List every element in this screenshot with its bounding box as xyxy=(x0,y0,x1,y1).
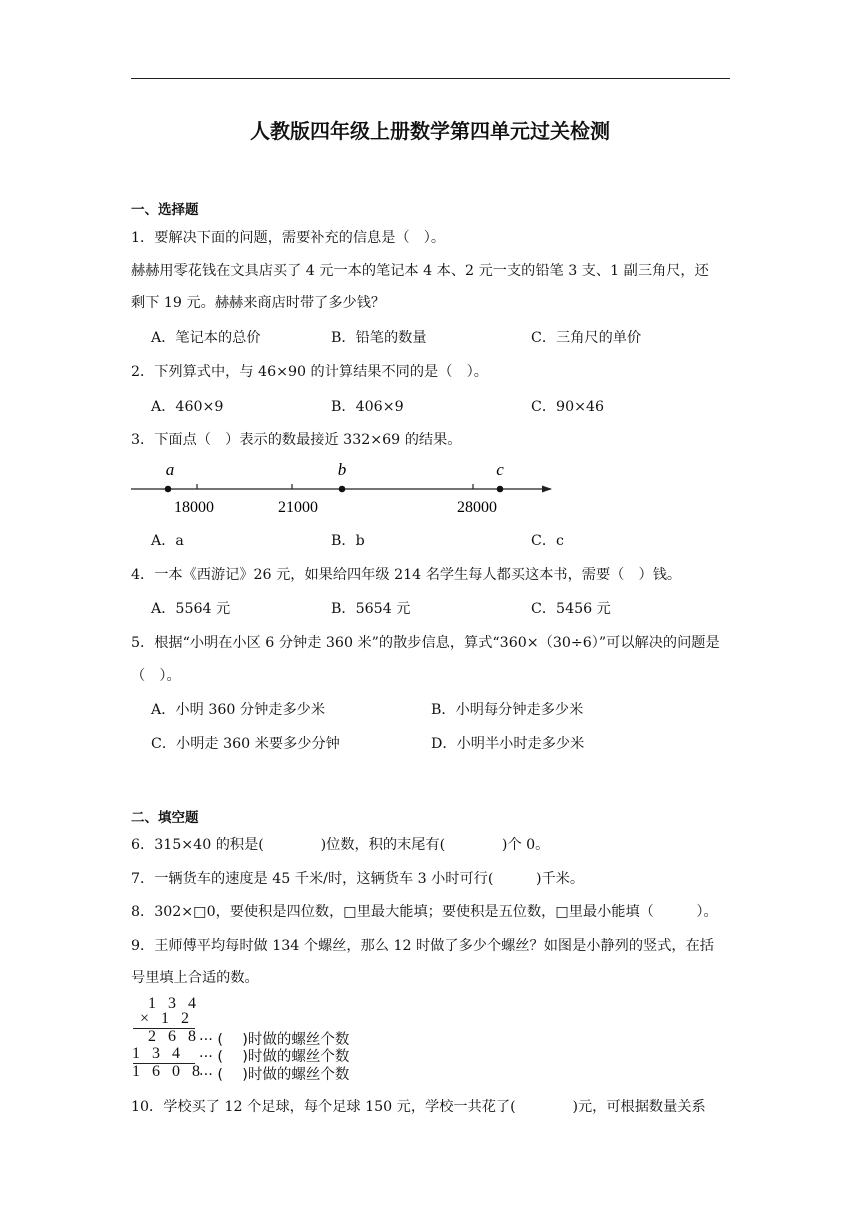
question-7: 7．一辆货车的速度是 45 千米/时，这辆货车 3 小时可行( )千米。 xyxy=(131,871,585,887)
calc-product: 1 6 0 8 xyxy=(132,1063,204,1080)
question-5-stem-line2: （ ）。 xyxy=(131,668,181,684)
question-5-option-d[interactable]: D．小明半小时走多少米 xyxy=(431,736,585,752)
question-4-option-b[interactable]: B．5654 元 xyxy=(331,601,411,617)
vertical-multiplication xyxy=(131,995,381,1085)
question-5-option-a[interactable]: A．小明 360 分钟走多少米 xyxy=(151,702,326,718)
question-5-option-b[interactable]: B．小明每分钟走多少米 xyxy=(431,702,584,718)
question-2-stem: 2．下列算式中，与 46×90 的计算结果不同的是（ ）。 xyxy=(131,364,488,380)
question-3-option-a[interactable]: A．a xyxy=(151,533,184,549)
number-line-figure xyxy=(131,458,561,520)
point-label-c: c xyxy=(496,460,504,479)
calc-note-2: ··· ( )时做的螺丝个数 xyxy=(199,1049,350,1065)
question-5-stem-line1: 5．根据“小明在小区 6 分钟走 360 米”的散步信息，算式“360×（30÷6）”可以解决的问题是 xyxy=(131,635,720,651)
calc-note-3: ··· ( )时做的螺丝个数 xyxy=(199,1067,350,1083)
section-heading-choice: 一、选择题 xyxy=(131,202,199,218)
question-1-option-c[interactable]: C．三角尺的单价 xyxy=(531,330,642,346)
calc-multiplier: × 1 2 xyxy=(140,1010,194,1027)
question-9-line2: 号里填上合适的数。 xyxy=(131,970,259,986)
point-c xyxy=(497,486,504,493)
question-5-option-c[interactable]: C．小明走 360 米要多少分钟 xyxy=(151,736,340,752)
page-title: 人教版四年级上册数学第四单元过关检测 xyxy=(250,119,610,143)
question-2-option-b[interactable]: B．406×9 xyxy=(331,399,404,415)
tick-label-21000: 21000 xyxy=(278,499,318,516)
question-9-line1: 9．王师傅平均每时做 134 个螺丝，那么 12 时做了多少个螺丝？如图是小静列的竖式，在括 xyxy=(131,938,714,954)
question-1-text-line1: 赫赫用零花钱在文具店买了 4 元一本的笔记本 4 本、2 元一支的铅笔 3 支、1 副三角尺，还 xyxy=(131,263,709,279)
question-3-option-c[interactable]: C．c xyxy=(531,533,564,549)
question-4-stem: 4．一本《西游记》26 元，如果给四年级 214 名学生每人都买这本书，需要（ ）钱。 xyxy=(131,567,682,583)
point-label-a: a xyxy=(165,460,175,479)
question-2-option-c[interactable]: C．90×46 xyxy=(531,399,605,415)
calc-note-1: ··· ( )时做的螺丝个数 xyxy=(199,1032,350,1048)
tick-label-28000: 28000 xyxy=(457,499,497,516)
calc-partial-2: 1 3 4 xyxy=(132,1045,184,1062)
question-1-stem: 1．要解决下面的问题，需要补充的信息是（ ）。 xyxy=(131,230,446,246)
question-4-option-a[interactable]: A．5564 元 xyxy=(151,601,231,617)
header-rule xyxy=(131,78,730,79)
point-b xyxy=(339,486,346,493)
number-line-arrow-icon xyxy=(542,486,552,493)
question-3-stem: 3．下面点（ ）表示的数最接近 332×69 的结果。 xyxy=(131,432,462,448)
question-1-text-line2: 剩下 19 元。赫赫来商店时带了多少钱？ xyxy=(131,295,386,311)
question-6: 6．315×40 的积是( )位数，积的末尾有( )个 0。 xyxy=(131,837,550,853)
question-3-option-b[interactable]: B．b xyxy=(331,533,365,549)
calc-partial-1: 2 6 8 xyxy=(148,1028,200,1045)
section-heading-fill: 二、填空题 xyxy=(131,810,199,826)
question-4-option-c[interactable]: C．5456 元 xyxy=(531,601,611,617)
question-1-option-a[interactable]: A．笔记本的总价 xyxy=(151,330,261,346)
question-1-option-b[interactable]: B．铅笔的数量 xyxy=(331,330,427,346)
calc-multiplicand: 1 3 4 xyxy=(148,995,200,1012)
point-a xyxy=(165,486,172,493)
number-line-svg xyxy=(131,458,561,520)
question-2-option-a[interactable]: A．460×9 xyxy=(151,399,224,415)
question-10: 10．学校买了 12 个足球，每个足球 150 元，学校一共花了( )元，可根据数量关系 xyxy=(131,1099,706,1115)
tick-label-18000: 18000 xyxy=(174,499,214,516)
point-label-b: b xyxy=(337,460,347,479)
question-8: 8．302×□0，要使积是四位数，□里最大能填；要使积是五位数，□里最小能填（ ）。 xyxy=(131,904,718,920)
